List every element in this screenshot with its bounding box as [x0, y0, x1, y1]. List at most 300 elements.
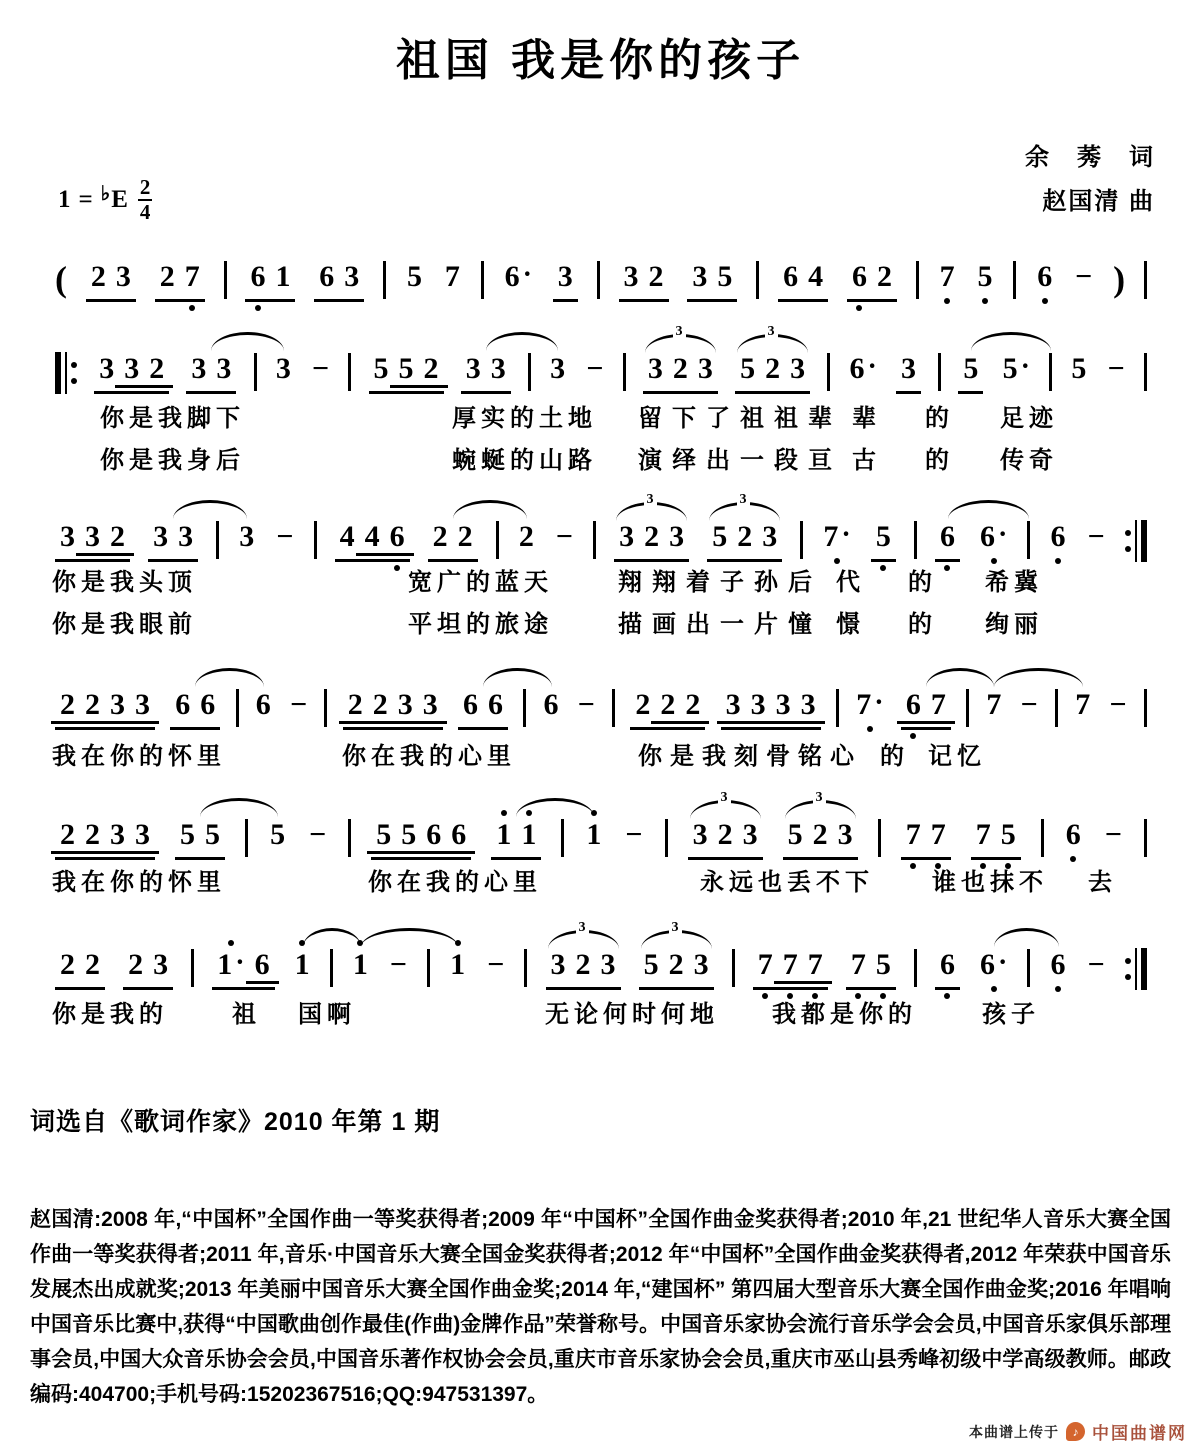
note: 2: [128, 948, 144, 981]
duration-dot: ·: [998, 519, 1008, 550]
note: 3: [692, 818, 708, 851]
note: 2: [144, 352, 169, 386]
lyric-text: 留下了祖祖辈: [638, 405, 842, 432]
barline: [330, 949, 333, 987]
: [71, 362, 77, 384]
beam-group: [971, 818, 1021, 860]
lyric-text: 我都是你的: [772, 1001, 917, 1028]
beam-group: [687, 260, 737, 302]
low-octave-dot: [1042, 298, 1048, 304]
lyric-text: 的: [925, 405, 954, 432]
note: −: [1075, 260, 1093, 293]
low-octave-dot: [944, 298, 950, 304]
lyric-text: 你是我的: [52, 1001, 168, 1028]
note: 3: [191, 352, 207, 385]
lyric-text: 你是我刻骨铭心: [638, 743, 862, 770]
note: 7: [986, 688, 1002, 721]
key-letter: E: [111, 186, 128, 214]
note: 3: [692, 260, 708, 293]
note: 3: [746, 688, 771, 722]
low-octave-dot: [910, 863, 916, 869]
slur-arc: [971, 332, 1051, 351]
note: 2: [80, 688, 105, 722]
low-octave-dot: [982, 298, 988, 304]
barline: [561, 819, 564, 857]
barline: [245, 819, 248, 857]
note: 6: [935, 520, 960, 554]
note: 2: [55, 818, 80, 852]
note: 5: [270, 818, 286, 851]
lyric-text: 足迹: [1000, 405, 1058, 432]
note: 2: [876, 260, 892, 293]
measure-row: [55, 818, 1147, 860]
barline: [665, 819, 668, 857]
note: 3: [465, 352, 481, 385]
score-line: [55, 920, 1147, 994]
source-note: 词选自《歌词作家》2010 年第 1 期: [30, 1108, 441, 1136]
lyric-text: 的: [908, 569, 937, 596]
beam-group: [86, 260, 136, 302]
lyric-text: 去: [1088, 869, 1117, 896]
note: −: [1087, 948, 1105, 981]
barline: [1013, 261, 1016, 299]
: [1135, 948, 1137, 990]
note: −: [1104, 818, 1122, 851]
note: 5: [394, 352, 419, 386]
sixteenth-beam: [140, 385, 173, 388]
barline: [383, 261, 386, 299]
lyric-text: 辈: [852, 405, 881, 432]
sixteenth-beam: [792, 721, 825, 724]
note: −: [586, 352, 604, 385]
note: 1: [293, 948, 312, 982]
beam-group: [871, 520, 896, 562]
beam-group: [896, 352, 921, 394]
: [55, 352, 61, 394]
note: 7 ·: [821, 520, 852, 554]
lyric-text: 你在我的心里: [342, 743, 516, 770]
duration-dot: ·: [1020, 351, 1030, 382]
: [1141, 948, 1147, 990]
sixteenth-beam: [676, 721, 709, 724]
lyric-text: 你是我脚下: [100, 405, 245, 432]
note: 2: [672, 352, 688, 385]
beam-group: [688, 818, 763, 860]
lyric-text: 希冀: [985, 569, 1043, 596]
note: 4: [360, 520, 385, 554]
measure-row: [55, 352, 1147, 394]
slur-arc: [994, 668, 1083, 687]
slur-arc: [516, 798, 594, 817]
note: 6: [847, 260, 872, 294]
note: 5: [371, 818, 396, 852]
lyric-text: 绚丽: [985, 611, 1043, 638]
note: 2: [80, 818, 105, 852]
barline: [597, 261, 600, 299]
slur-arc: [483, 668, 552, 687]
note: −: [276, 520, 294, 553]
barline: [224, 261, 227, 299]
note: 2: [635, 688, 651, 721]
beam-group: [619, 260, 669, 302]
sixteenth-beam: [381, 553, 414, 556]
slur-arc: [200, 798, 278, 817]
site-logo-icon: ♪: [1066, 1422, 1085, 1441]
note: 1: [351, 948, 370, 982]
lyric-text: 蜿蜒的山路: [452, 447, 597, 474]
sixteenth-beam: [126, 721, 159, 724]
barline: [914, 521, 917, 559]
barline: [732, 949, 735, 987]
note: 2: [518, 520, 534, 553]
note: 2: [680, 688, 705, 722]
note: 2: [85, 948, 100, 981]
note: 3: [901, 352, 917, 385]
note: 3: [153, 948, 169, 981]
beam-group: [721, 688, 821, 730]
triplet-mark: 3: [765, 324, 778, 340]
note: 3: [490, 352, 506, 385]
note: 7: [938, 260, 957, 294]
note: 7: [971, 818, 996, 852]
lyric-text: 孩子: [982, 1001, 1040, 1028]
beam-group: [461, 352, 511, 394]
beam-group: [546, 948, 621, 990]
parenthesis: ): [1113, 259, 1126, 299]
beam-group: [639, 948, 714, 990]
lyric-text: 记忆: [928, 743, 986, 770]
note: 3: [239, 520, 255, 553]
: [65, 352, 67, 394]
note: 7: [926, 818, 951, 852]
note: 6: [446, 818, 471, 852]
high-octave-dot: [228, 940, 234, 946]
note: 5: [871, 948, 896, 982]
note: 7: [803, 948, 828, 982]
note: −: [290, 688, 308, 721]
note: 3: [130, 688, 155, 722]
watermark-site-name: 中国曲谱网: [1092, 1424, 1187, 1443]
slur-arc: [173, 500, 247, 519]
key-signature: [58, 176, 152, 224]
beam-group: [175, 818, 225, 860]
note: 5: [712, 520, 728, 553]
note: 6: [543, 688, 559, 721]
beam-group: [212, 948, 274, 990]
note: 6: [935, 948, 960, 982]
barline: [524, 949, 527, 987]
note: 3: [550, 948, 566, 981]
note: 7: [180, 260, 205, 294]
barline: [528, 353, 531, 391]
low-octave-dot: [856, 305, 862, 311]
beam-group: [148, 520, 198, 562]
sixteenth-beam: [101, 553, 134, 556]
slur-arc: [926, 668, 994, 687]
note: 2: [432, 520, 448, 553]
note: 3: [178, 520, 194, 553]
note: 4: [339, 520, 355, 553]
lyric-text: 我在你的怀里: [52, 869, 226, 896]
note: 5: [643, 948, 659, 981]
barline: [916, 261, 919, 299]
note: 7: [753, 948, 778, 982]
note: 5: [740, 352, 756, 385]
note: 1 ·: [212, 948, 249, 982]
note: 4: [808, 260, 824, 293]
note: 3: [130, 818, 155, 852]
note: 6: [901, 688, 926, 722]
note: 5: [407, 260, 423, 293]
barline: [1027, 521, 1030, 559]
credits-block: [1025, 136, 1155, 224]
repeat-start-sign: [55, 352, 77, 394]
low-octave-dot: [255, 305, 261, 311]
barline: [1055, 689, 1058, 727]
sixteenth-beam: [442, 851, 475, 854]
note: 3: [742, 818, 758, 851]
low-octave-dot: [1070, 856, 1076, 862]
note: 7: [444, 260, 460, 293]
slur-arc: [211, 332, 284, 351]
note: 1: [275, 260, 291, 293]
beam-group: [778, 260, 828, 302]
barline: [481, 261, 484, 299]
beam-group: [553, 260, 578, 302]
note: 3: [105, 818, 130, 852]
lyric-text: 你是我头顶: [52, 569, 197, 596]
barline: [938, 353, 941, 391]
note: −: [309, 818, 327, 851]
lyric-text: 描画出一片憧: [618, 611, 822, 638]
barline: [836, 689, 839, 727]
note: 3: [600, 948, 616, 981]
beam-group: [371, 818, 471, 860]
note: 2: [55, 688, 80, 722]
note: 3: [669, 520, 685, 553]
barline: [827, 353, 830, 391]
barline: [1144, 819, 1147, 857]
song-title: 祖国 我是你的孩子: [395, 36, 806, 85]
duration-dot: ·: [235, 947, 245, 978]
note: 3: [771, 688, 796, 722]
barline: [623, 353, 626, 391]
note: 7: [926, 688, 951, 722]
beam-group: [155, 260, 205, 302]
measure-row: [55, 260, 1147, 302]
lyric-text: 憬: [836, 611, 865, 638]
lyric-text: 你是我身后: [100, 447, 245, 474]
lyric-text: 我在你的怀里: [52, 743, 226, 770]
low-octave-dot: [944, 565, 950, 571]
beam-group: [369, 352, 444, 394]
barline: [254, 353, 257, 391]
note: 3: [393, 688, 418, 722]
note: 6: [200, 688, 216, 721]
lyric-text: 的: [908, 611, 937, 638]
lyric-text: 谁也抹不: [932, 869, 1048, 896]
barline: [427, 949, 430, 987]
barline: [1041, 819, 1044, 857]
beam-group: [935, 520, 960, 562]
note: 2: [159, 260, 175, 293]
meter-numerator: 2: [138, 176, 153, 201]
note: 6 ·: [849, 351, 877, 385]
triplet-mark: 3: [669, 920, 682, 936]
slur-arc: [303, 928, 361, 947]
note: 2: [419, 352, 444, 386]
note: 2: [644, 520, 660, 553]
beam-group: [170, 688, 220, 730]
beam-group: [707, 520, 782, 562]
note: 3: [550, 352, 566, 385]
note: 2: [765, 352, 781, 385]
beam-group: [753, 948, 828, 990]
watermark: [969, 1419, 1187, 1444]
duration-dot: ·: [998, 947, 1008, 978]
duration-dot: ·: [522, 259, 532, 290]
note: 3: [115, 260, 131, 293]
tonic-label: 1: [58, 186, 71, 214]
repeat-end-sign: [1125, 520, 1147, 562]
low-octave-dot: [394, 565, 400, 571]
note: 2: [90, 260, 106, 293]
barline: [914, 949, 917, 987]
note: 2: [368, 688, 393, 722]
composer-bio: 赵国清:2008 年,“中国杯”全国作曲一等奖获得者;2009 年“中国杯”全国作曲金奖获得者;2010 年,21 世纪华人音乐大赛全国作曲一等奖获得者;2011 年,音乐·中国音乐大赛全国金奖获得者;2012 年“中国杯”全国作曲金奖获得者,2012 年荣获中国音乐发展杰出成就奖;2013 年美丽中国音乐大赛全国作曲金奖;2014 年,“建国杯” 第四届大型音乐大赛全国作曲金奖;2016 年唱响中国音乐比赛中,获得“中国歌曲创作最佳(作曲)金牌作品”荣誉称号。中国音乐家协会流行音乐学会会员,中国音乐家俱乐部理事会员,中国大众音乐协会会员,中国音乐著作权协会会员,重庆市音乐家协会会员,重庆市巫山县秀峰初级中学高级教师。邮政编码:404700;手机号码:15202367516;QQ:947531397。: [30, 1208, 1171, 1406]
: [1125, 958, 1131, 980]
note: 3: [647, 352, 663, 385]
low-octave-dot: [991, 986, 997, 992]
note: 7: [1075, 688, 1091, 721]
sixteenth-beam: [799, 981, 832, 984]
note: 5: [396, 818, 421, 852]
sixteenth-beam: [126, 851, 159, 854]
beam-group: [847, 260, 897, 302]
lyric-text: 宽广的蓝天: [408, 569, 553, 596]
parenthesis: (: [55, 259, 67, 299]
barline: [496, 521, 499, 559]
beam-group: [186, 352, 236, 394]
note: 5: [205, 818, 221, 851]
slur-arc: [486, 332, 558, 351]
note: −: [555, 520, 573, 553]
lyric-text: 的: [880, 743, 909, 770]
score-line: [55, 324, 1147, 398]
meter-denominator: 4: [139, 200, 151, 225]
note: 6 ·: [978, 948, 1009, 982]
sixteenth-beam: [415, 385, 448, 388]
sixteenth-beam: [922, 721, 955, 724]
lyric-text: 古: [852, 447, 881, 474]
note: 3: [762, 520, 778, 553]
note: 6: [1064, 818, 1083, 852]
note: 6: [250, 948, 275, 982]
note: 6: [1049, 948, 1068, 982]
note: 3: [119, 352, 144, 386]
beam-group: [846, 948, 896, 990]
barline: [756, 261, 759, 299]
note: −: [389, 948, 407, 981]
duration-dot: ·: [841, 519, 851, 550]
triplet-mark: 3: [644, 492, 657, 508]
beam-group: [314, 260, 364, 302]
note: 1: [584, 818, 603, 852]
note: 5: [1071, 352, 1087, 385]
barline: [1144, 353, 1147, 391]
measure-row: [55, 948, 1147, 990]
barline: [348, 819, 351, 857]
slur-arc: [195, 668, 264, 687]
triplet-mark: 3: [813, 790, 826, 806]
note: 3: [153, 520, 169, 553]
triplet-mark: 3: [576, 920, 589, 936]
sixteenth-beam: [414, 721, 447, 724]
beam-group: [901, 688, 951, 730]
note: 7: [778, 948, 803, 982]
note: 3: [275, 352, 291, 385]
score-line: [55, 688, 1147, 734]
note: 6: [783, 260, 799, 293]
note: 6: [1049, 520, 1068, 554]
beam-group: [901, 818, 951, 860]
barline: [800, 521, 803, 559]
: [1125, 530, 1131, 552]
score-line: [55, 260, 1147, 306]
beam-group: [245, 260, 295, 302]
note: −: [625, 818, 643, 851]
note: −: [312, 352, 330, 385]
: [1141, 520, 1147, 562]
note: 2: [60, 948, 75, 981]
lyric-text: 你是我眼前: [52, 611, 197, 638]
note: 3: [60, 520, 75, 553]
note: 3: [216, 352, 232, 385]
note: 3: [105, 688, 130, 722]
note: 5: [996, 818, 1021, 852]
note: −: [1020, 688, 1038, 721]
low-octave-dot: [1055, 986, 1061, 992]
barline: [348, 353, 351, 391]
slur-arc: [994, 928, 1059, 947]
barline: [191, 949, 194, 987]
low-octave-dot: [189, 305, 195, 311]
barline: [878, 819, 881, 857]
note: 3: [837, 818, 853, 851]
triplet-mark: 3: [718, 790, 731, 806]
lyric-text: 演绎出一段亘: [638, 447, 842, 474]
note: 1: [491, 818, 516, 852]
slur-arc: [361, 928, 458, 947]
note: 2: [105, 520, 130, 554]
score-line: [55, 492, 1147, 566]
beam-group: [55, 948, 105, 990]
duration-dot: ·: [874, 687, 884, 718]
: [1135, 520, 1137, 562]
watermark-prefix: 本曲谱上传于: [969, 1423, 1059, 1440]
lyric-text: 代: [836, 569, 865, 596]
barline: [966, 689, 969, 727]
note: −: [1109, 688, 1127, 721]
sixteenth-beam: [246, 981, 279, 984]
triplet-mark: 3: [673, 324, 686, 340]
note: 3: [790, 352, 806, 385]
note: −: [487, 948, 505, 981]
note: 2: [812, 818, 828, 851]
note: 3: [99, 352, 115, 385]
barline: [1027, 949, 1030, 987]
beam-group: [55, 688, 155, 730]
